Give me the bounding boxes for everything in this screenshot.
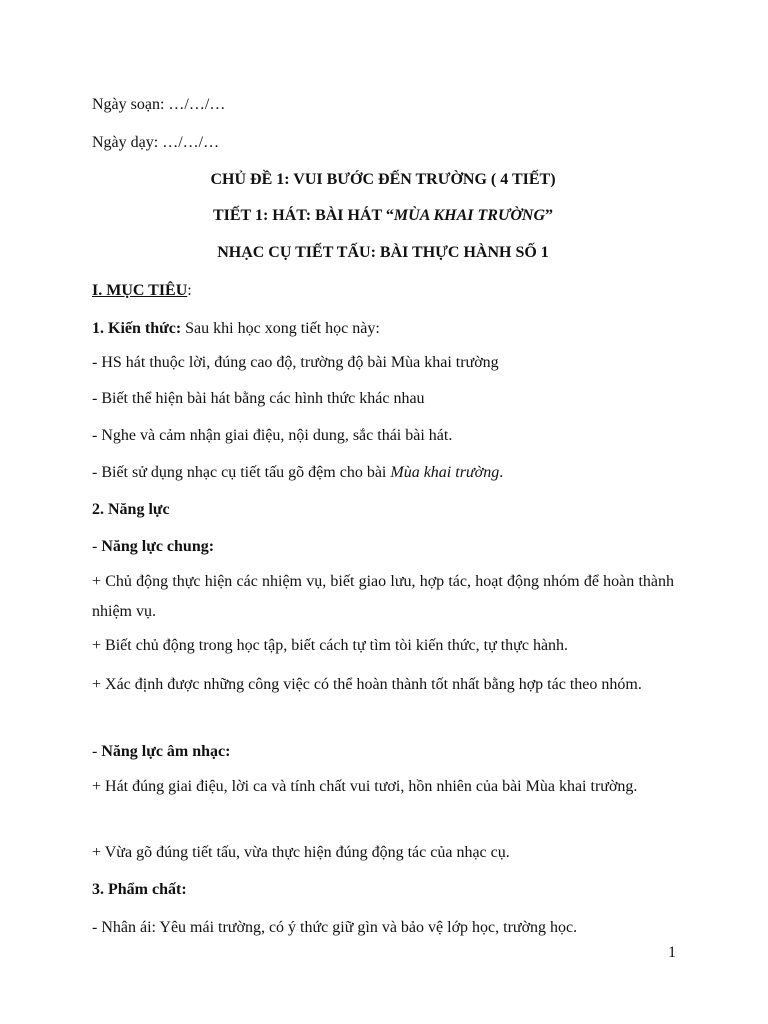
section-goals-label: I. MỤC TIÊU [92, 282, 188, 299]
music-competence-heading [92, 742, 674, 762]
knowledge-item-song: Mùa khai trường [390, 464, 500, 481]
general-competence-label: Năng lực chung: [101, 538, 215, 555]
music-competence-item-1: + Hát đúng giai điệu, lời ca và tính chất vui tươi, hồn nhiên của bài Mùa khai trường. [92, 778, 638, 795]
knowledge-item-2: - Biết thể hiện bài hát bằng các hình thức khác nhau [92, 390, 425, 407]
lesson-title-prefix: TIẾT 1: HÁT: BÀI HÁT “ [212, 207, 394, 224]
quality-heading: 3. Phẩm chất: [92, 881, 187, 898]
date-taught: Ngày dạy: …/…/… [92, 134, 220, 151]
quality-item-1: - Nhân ái: Yêu mái trường, có ý thức giữ gìn và bảo vệ lớp học, trường học. [92, 919, 578, 936]
knowledge-item-rhythm-suffix: . [499, 464, 504, 481]
lesson-title-suffix: ” [545, 207, 554, 224]
lesson-title [92, 206, 674, 226]
competence-heading: 2. Năng lực [92, 501, 170, 518]
knowledge-item-1: - HS hát thuộc lời, đúng cao độ, trường độ bài Mùa khai trường [92, 354, 499, 371]
topic-title: CHỦ ĐỀ 1: VUI BƯỚC ĐẾN TRƯỜNG ( 4 TIẾT) [210, 171, 556, 188]
lesson-title-song: MÙA KHAI TRƯỜNG [393, 207, 546, 224]
knowledge-label: 1. Kiến thức: [92, 320, 182, 337]
page-number: 1 [668, 944, 676, 961]
section-goals [92, 281, 674, 301]
music-competence-label: Năng lực âm nhạc: [101, 743, 231, 760]
general-competence-item-2: + Biết chủ động trong học tập, biết cách tự tìm tòi kiến thức, tự thực hành. [92, 637, 569, 654]
knowledge-heading [92, 319, 674, 339]
knowledge-item-3: - Nghe và cảm nhận giai điệu, nội dung, sắc thái bài hát. [92, 427, 453, 444]
music-competence-dash: - [92, 743, 102, 760]
general-competence-item-3: + Xác định được những công việc có thể hoàn thành tốt nhất bằng hợp tác theo nhóm. [92, 676, 642, 693]
knowledge-item-rhythm-prefix: - Biết sử dụng nhạc cụ tiết tấu gõ đệm cho bài [92, 464, 391, 481]
knowledge-text: Sau khi học xong tiết học này: [181, 320, 380, 337]
music-competence-item-2: + Vừa gõ đúng tiết tấu, vừa thực hiện đúng động tác của nhạc cụ. [92, 844, 510, 861]
date-prepared: Ngày soạn: …/…/… [92, 96, 226, 113]
rhythm-title: NHẠC CỤ TIẾT TẤU: BÀI THỰC HÀNH SỐ 1 [217, 244, 549, 261]
section-goals-colon: : [187, 282, 192, 299]
general-competence-dash: - [92, 538, 102, 555]
knowledge-item-4 [92, 463, 674, 483]
general-competence-heading [92, 537, 674, 557]
general-competence-item-1: + Chủ động thực hiện các nhiệm vụ, biết giao lưu, hợp tác, hoạt động nhóm để hoàn thành nhiệm vụ. [92, 573, 674, 620]
